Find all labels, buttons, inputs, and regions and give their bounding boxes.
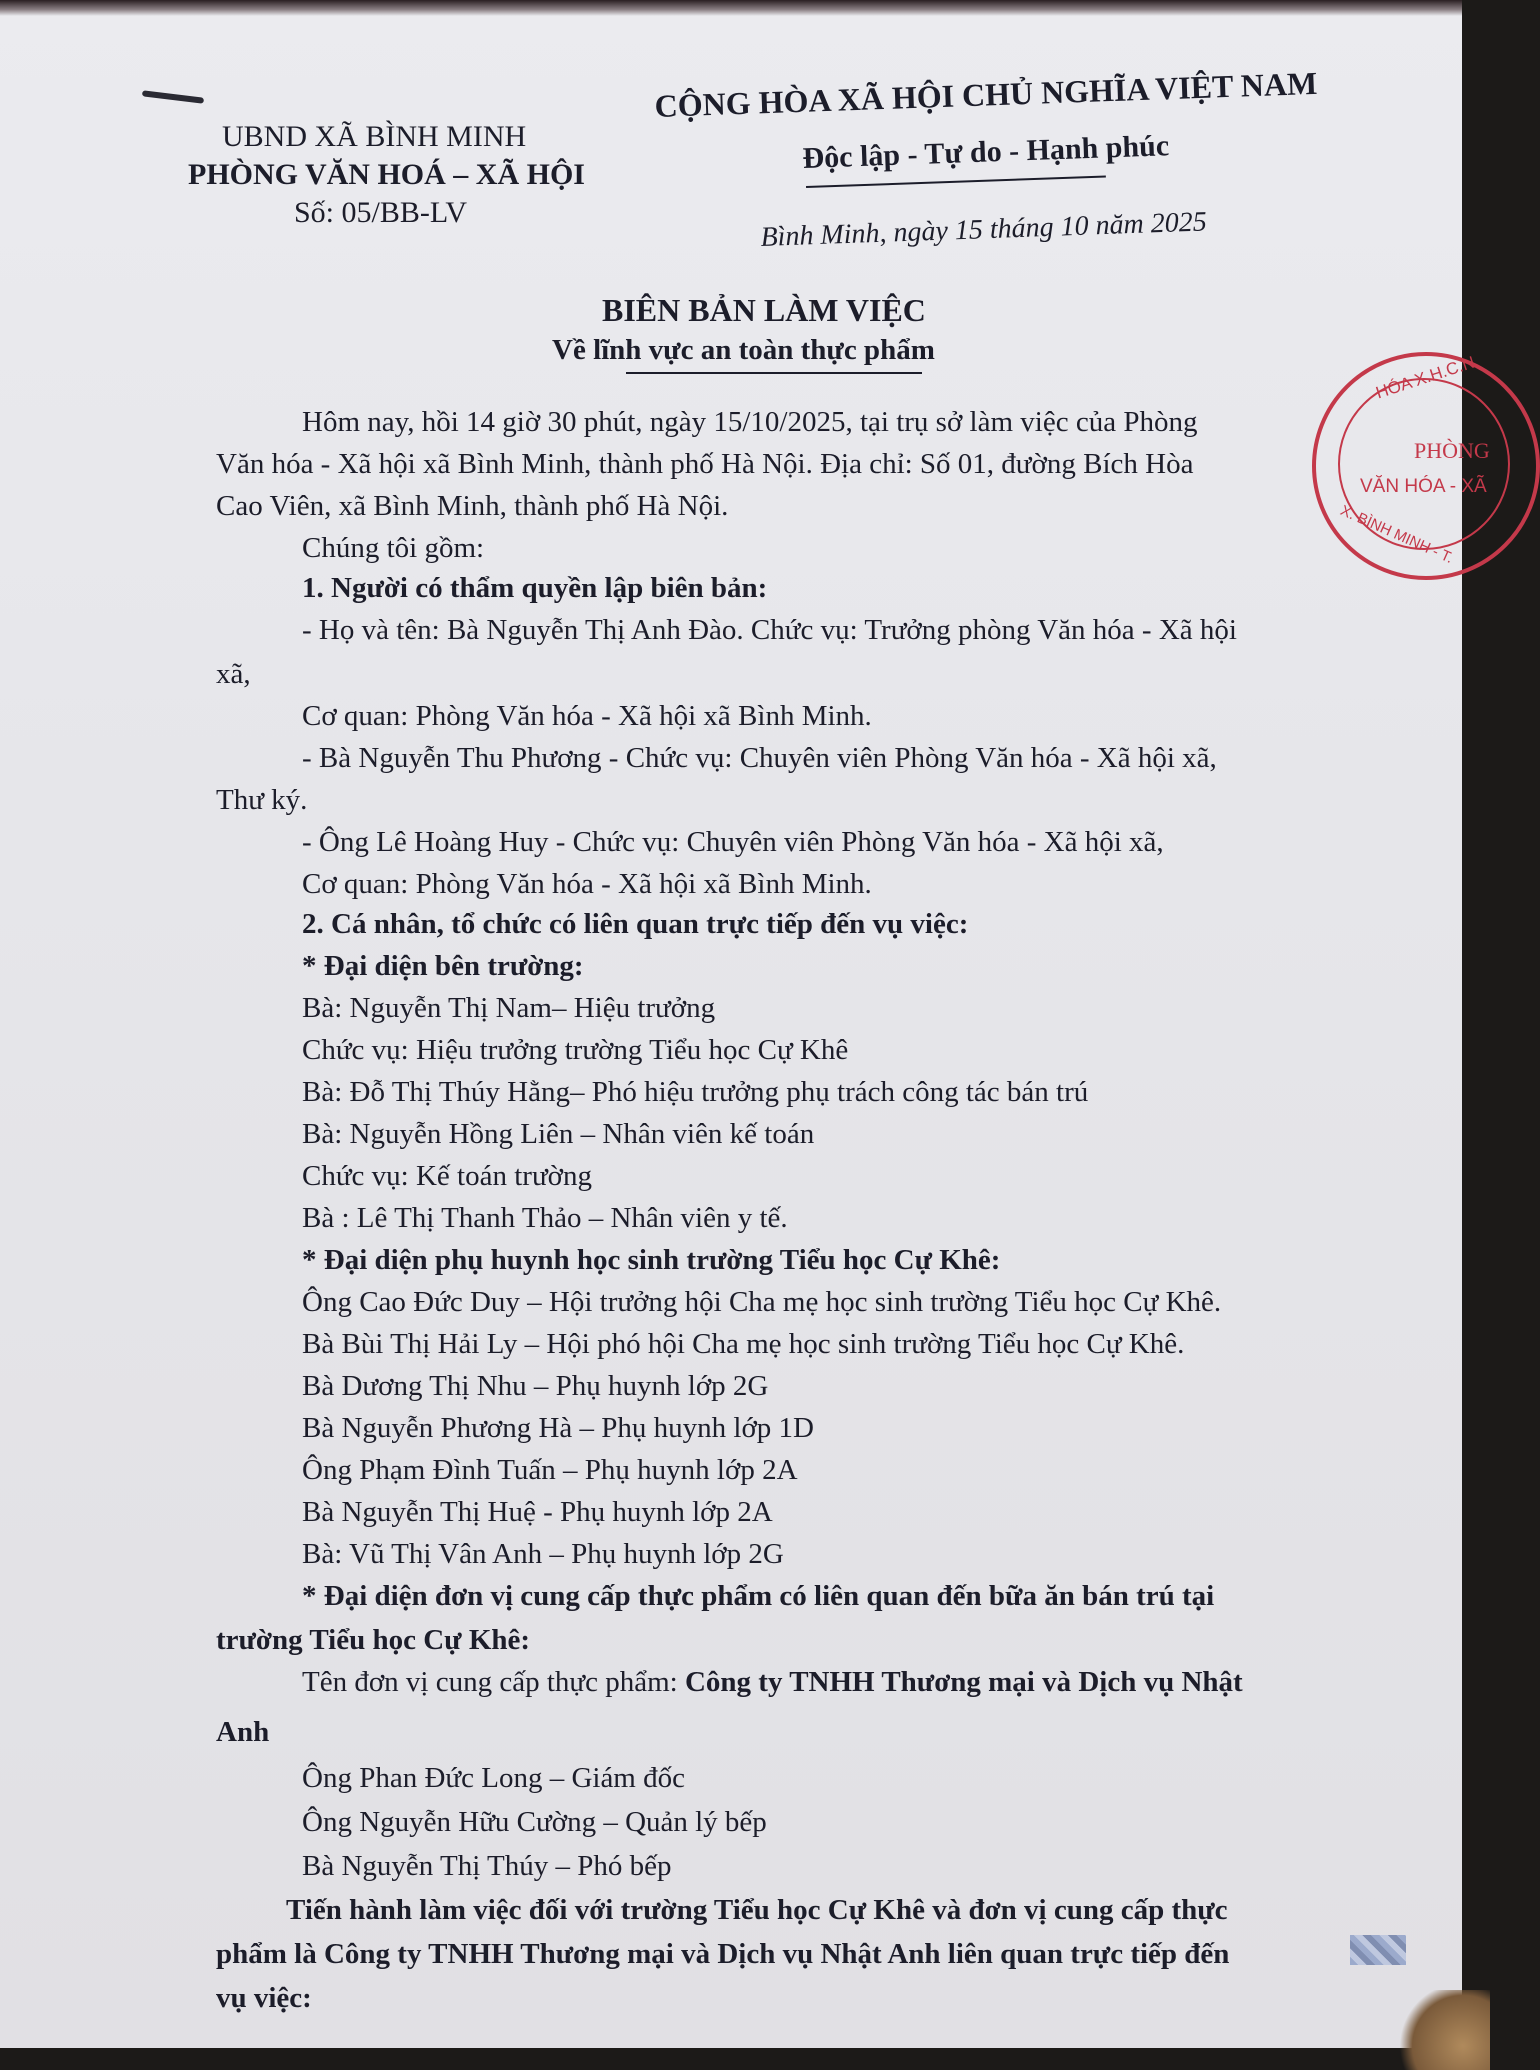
supplier-name-continued: Anh <box>216 1716 270 1748</box>
department-name: PHÒNG VĂN HOÁ – XÃ HỘI <box>188 158 585 191</box>
document-number: Số: 05/BB-LV <box>294 196 468 229</box>
date-line: Bình Minh, ngày 15 tháng 10 năm 2025 <box>760 206 1208 253</box>
supplier-name-line <box>302 1668 1243 1697</box>
parent-rep-3: Bà Dương Thị Nhu – Phụ huynh lớp 2G <box>302 1370 769 1402</box>
school-rep-1: Bà: Nguyễn Thị Nam– Hiệu trưởng <box>302 992 716 1024</box>
school-rep-4: Bà : Lê Thị Thanh Thảo – Nhân viên y tế. <box>302 1202 788 1234</box>
supplier-rep-heading-1: * Đại diện đơn vị cung cấp thực phẩm có liên quan đến bữa ăn bán trú tại <box>302 1580 1215 1612</box>
member-1-line-1: - Họ và tên: Bà Nguyễn Thị Anh Đào. Chức vụ: Trưởng phòng Văn hóa - Xã hội <box>302 614 1237 646</box>
member-2-line-1: - Bà Nguyễn Thu Phương - Chức vụ: Chuyên viên Phòng Văn hóa - Xã hội xã, <box>302 742 1217 774</box>
blurred-watermark <box>1350 1935 1406 1965</box>
parent-rep-2: Bà Bùi Thị Hải Ly – Hội phó hội Cha mẹ học sinh trường Tiểu học Cự Khê. <box>302 1328 1185 1360</box>
parent-rep-7: Bà: Vũ Thị Vân Anh – Phụ huynh lớp 2G <box>302 1538 784 1570</box>
supplier-rep-1: Ông Phan Đức Long – Giám đốc <box>302 1762 685 1794</box>
stamp-bottom-arc: X. BÌNH MINH - T. <box>1337 502 1456 567</box>
document-subtitle: Về lĩnh vực an toàn thực phẩm <box>552 334 935 366</box>
supplier-name-value: Công ty TNHH Thương mại và Dịch vụ Nhật <box>684 1666 1243 1698</box>
proceeding-line-3: vụ việc: <box>216 1982 312 2014</box>
member-2-line-2: Thư ký. <box>216 784 308 816</box>
school-rep-3: Bà: Nguyễn Hồng Liên – Nhân viên kế toán <box>302 1118 815 1150</box>
parent-rep-4: Bà Nguyễn Phương Hà – Phụ huynh lớp 1D <box>302 1412 814 1444</box>
supplier-rep-2: Ông Nguyễn Hữu Cường – Quản lý bếp <box>302 1806 767 1838</box>
page-top-shadow <box>0 0 1462 16</box>
national-title: CỘNG HÒA XÃ HỘI CHỦ NGHĨA VIỆT NAM <box>654 64 1318 124</box>
opening-line-1: Hôm nay, hồi 14 giờ 30 phút, ngày 15/10/2025, tại trụ sở làm việc của Phòng <box>302 406 1198 438</box>
proceeding-line-2: phẩm là Công ty TNHH Thương mại và Dịch vụ Nhật Anh liên quan trực tiếp đến <box>216 1938 1230 1970</box>
section-2-heading: 2. Cá nhân, tổ chức có liên quan trực tiếp đến vụ việc: <box>302 908 969 940</box>
supplier-name-label: Tên đơn vị cung cấp thực phẩm: <box>302 1666 685 1698</box>
parents-rep-heading: * Đại diện phụ huynh học sinh trường Tiểu học Cự Khê: <box>302 1244 1001 1276</box>
pen-mark <box>142 90 204 104</box>
stamp-line-1: PHÒNG <box>1414 438 1490 463</box>
stamp-line-2: VĂN HÓA - XÃ <box>1360 476 1487 497</box>
parent-rep-5: Ông Phạm Đình Tuấn – Phụ huynh lớp 2A <box>302 1454 798 1486</box>
supplier-rep-heading-2: trường Tiểu học Cự Khê: <box>216 1624 531 1656</box>
school-rep-heading: * Đại diện bên trường: <box>302 950 584 982</box>
official-stamp <box>1312 352 1540 580</box>
motto-underline <box>806 176 1106 188</box>
subtitle-underline <box>626 372 922 374</box>
member-3-line-1: - Ông Lê Hoàng Huy - Chức vụ: Chuyên viên Phòng Văn hóa - Xã hội xã, <box>302 826 1164 858</box>
school-rep-1-position: Chức vụ: Hiệu trưởng trường Tiểu học Cự Khê <box>302 1034 849 1066</box>
supplier-rep-3: Bà Nguyễn Thị Thúy – Phó bếp <box>302 1850 672 1882</box>
school-rep-3-position: Chức vụ: Kế toán trường <box>302 1160 592 1192</box>
member-3-agency: Cơ quan: Phòng Văn hóa - Xã hội xã Bình Minh. <box>302 868 872 900</box>
parent-rep-6: Bà Nguyễn Thị Huệ - Phụ huynh lớp 2A <box>302 1496 773 1528</box>
national-motto: Độc lập - Tự do - Hạnh phúc <box>802 129 1170 175</box>
opening-line-3: Cao Viên, xã Bình Minh, thành phố Hà Nội. <box>216 490 729 522</box>
member-1-line-2: xã, <box>216 658 251 690</box>
school-rep-2: Bà: Đỗ Thị Thúy Hằng– Phó hiệu trưởng phụ trách công tác bán trú <box>302 1076 1089 1108</box>
opening-line-2: Văn hóa - Xã hội xã Bình Minh, thành phố Hà Nội. Địa chỉ: Số 01, đường Bích Hòa <box>216 448 1194 480</box>
parent-rep-1: Ông Cao Đức Duy – Hội trưởng hội Cha mẹ học sinh trường Tiểu học Cự Khê. <box>302 1286 1222 1318</box>
page-corner-shadow <box>1400 1990 1490 2070</box>
stamp-top-arc: HÓA X.H.C.N <box>1373 352 1478 403</box>
section-1-heading: 1. Người có thẩm quyền lập biên bản: <box>302 572 768 604</box>
agency-name: UBND XÃ BÌNH MINH <box>222 120 527 153</box>
members-intro: Chúng tôi gồm: <box>302 532 485 564</box>
document-title: BIÊN BẢN LÀM VIỆC <box>602 292 926 328</box>
member-1-agency: Cơ quan: Phòng Văn hóa - Xã hội xã Bình Minh. <box>302 700 872 732</box>
proceeding-line-1: Tiến hành làm việc đối với trường Tiểu học Cự Khê và đơn vị cung cấp thực <box>286 1894 1228 1926</box>
